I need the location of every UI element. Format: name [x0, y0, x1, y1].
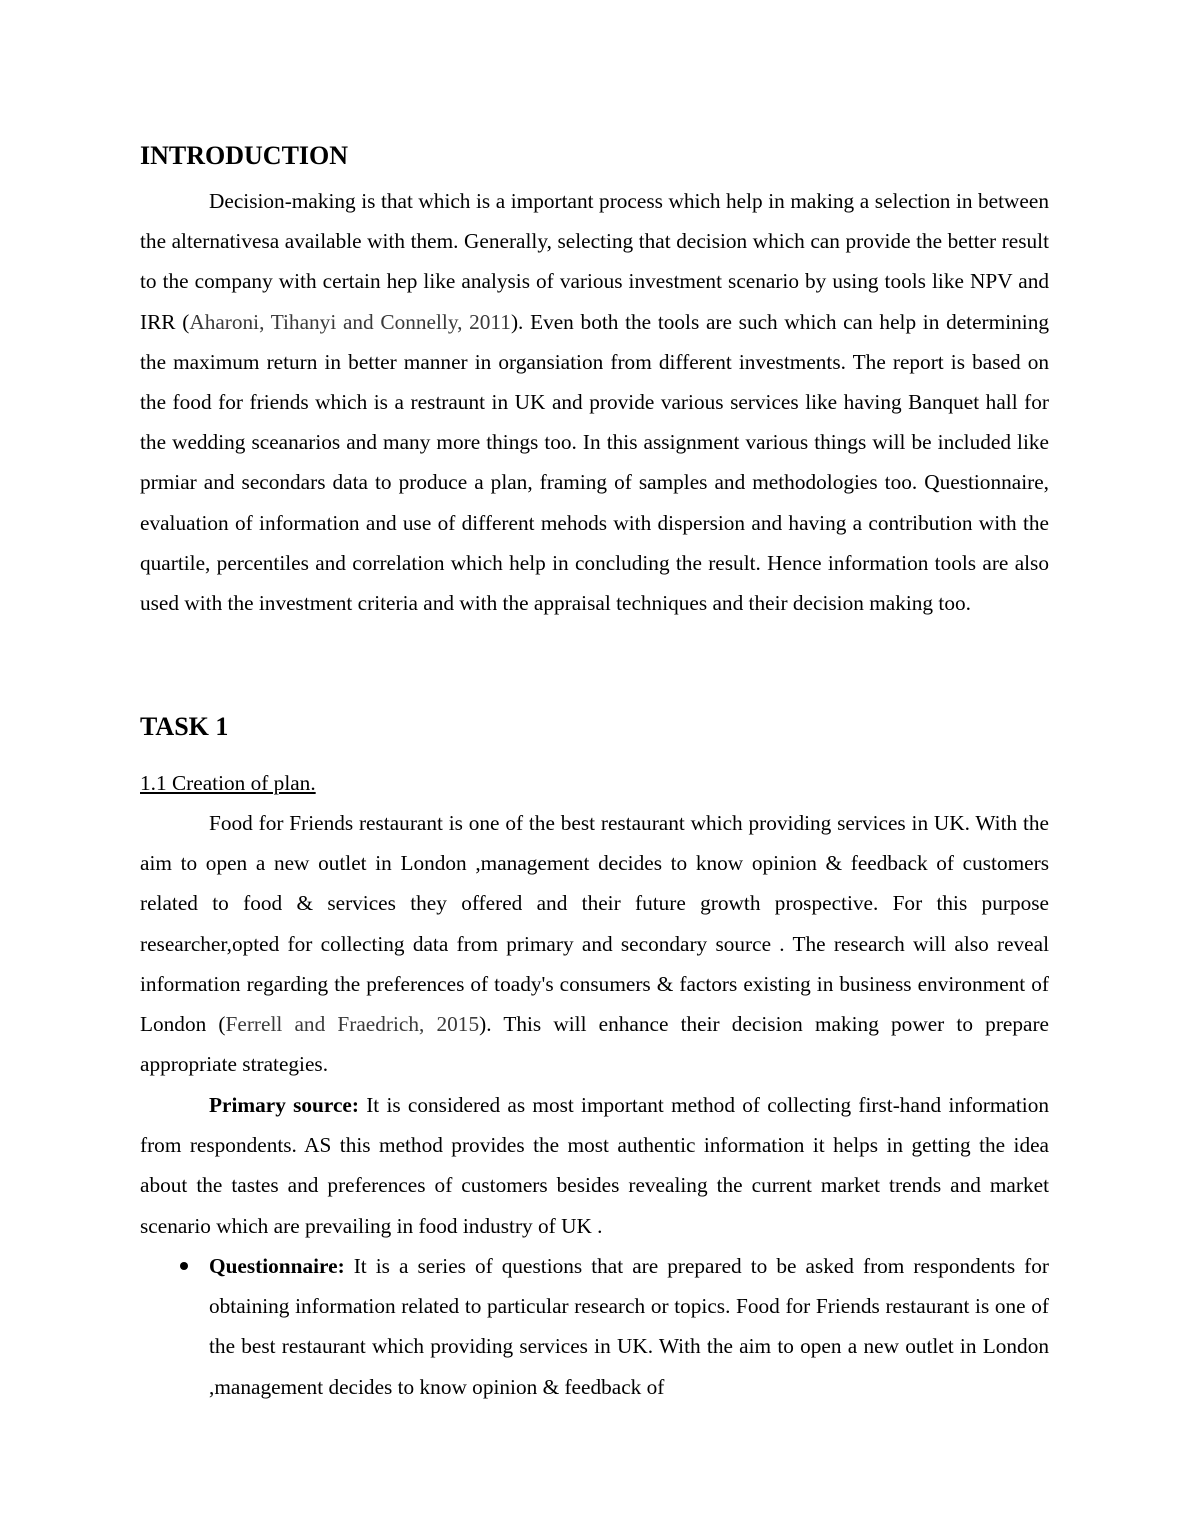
intro-text-start: Decision-making is that which is a important process which help in making a selection in between the alternativesa available with them. Generally, selecting that decision which can provide the better result to the company with certain hep like analysis of various investment scenario by using tools like NPV and IRR (	[140, 189, 1049, 334]
questionnaire-label: Questionnaire:	[209, 1254, 345, 1278]
bullet-dot-icon	[180, 1262, 188, 1270]
primary-source-text: It is considered as most important method of collecting first-hand information from respondents. AS this method provides the most authentic information it helps in getting the idea about the tastes and preferences of customers besides revealing the current market trends and market scenario which are prevailing in food industry of UK .	[140, 1093, 1049, 1238]
creation-of-plan-subheading: 1.1 Creation of plan.	[140, 771, 316, 795]
task1-paragraph	[140, 803, 1049, 1084]
task1-text-end: ). This will enhance their decision making power to prepare appropriate strategies.	[140, 1012, 1050, 1077]
task1-heading: TASK 1	[140, 712, 229, 741]
questionnaire-body: It is a series of questions that are prepared to be asked from respondents for obtaining information related to particular research or topics. Food for Friends restaurant is one of the best restaurant which providing services in UK. With the aim to open a new outlet in London ,management decides to know opinion & feedback of	[209, 1254, 1049, 1399]
primary-source-label: Primary source:	[209, 1093, 359, 1117]
task1-citation: Ferrell and Fraedrich, 2015	[225, 1012, 480, 1037]
introduction-paragraph	[140, 181, 1049, 623]
questionnaire-text	[209, 1246, 1049, 1407]
intro-citation: Aharoni, Tihanyi and Connelly, 2011	[189, 309, 511, 334]
task1-text-start: Food for Friends restaurant is one of the best restaurant which providing services in UK. With the aim to open a new outlet in London ,management decides to know opinion & feedback of customers related to food & services they offered and their future growth prospective. For this purpose researcher,opted for collecting data from primary and secondary source . The research will also reveal information regarding the preferences of toady's consumers & factors existing in business environment of London (	[140, 811, 1049, 1037]
primary-source-paragraph	[140, 1085, 1049, 1246]
introduction-heading: INTRODUCTION	[140, 141, 349, 170]
intro-text-end: ). Even both the tools are such which can help in determining the maximum return in better manner in organsiation from different investments. The report is based on the food for friends which is a restraunt in UK and provide various services like having Banquet hall for the wedding sceanarios and many more things too. In this assignment various things will be included like prmiar and secondars data to produce a plan, framing of samples and methodologies too. Questionnaire, evaluation of information and use of different mehods with dispersion and having a contribution with the quartile, percentiles and correlation which help in concluding the result. Hence information tools are also used with the investment criteria and with the appraisal techniques and their decision making too.	[140, 309, 1049, 616]
